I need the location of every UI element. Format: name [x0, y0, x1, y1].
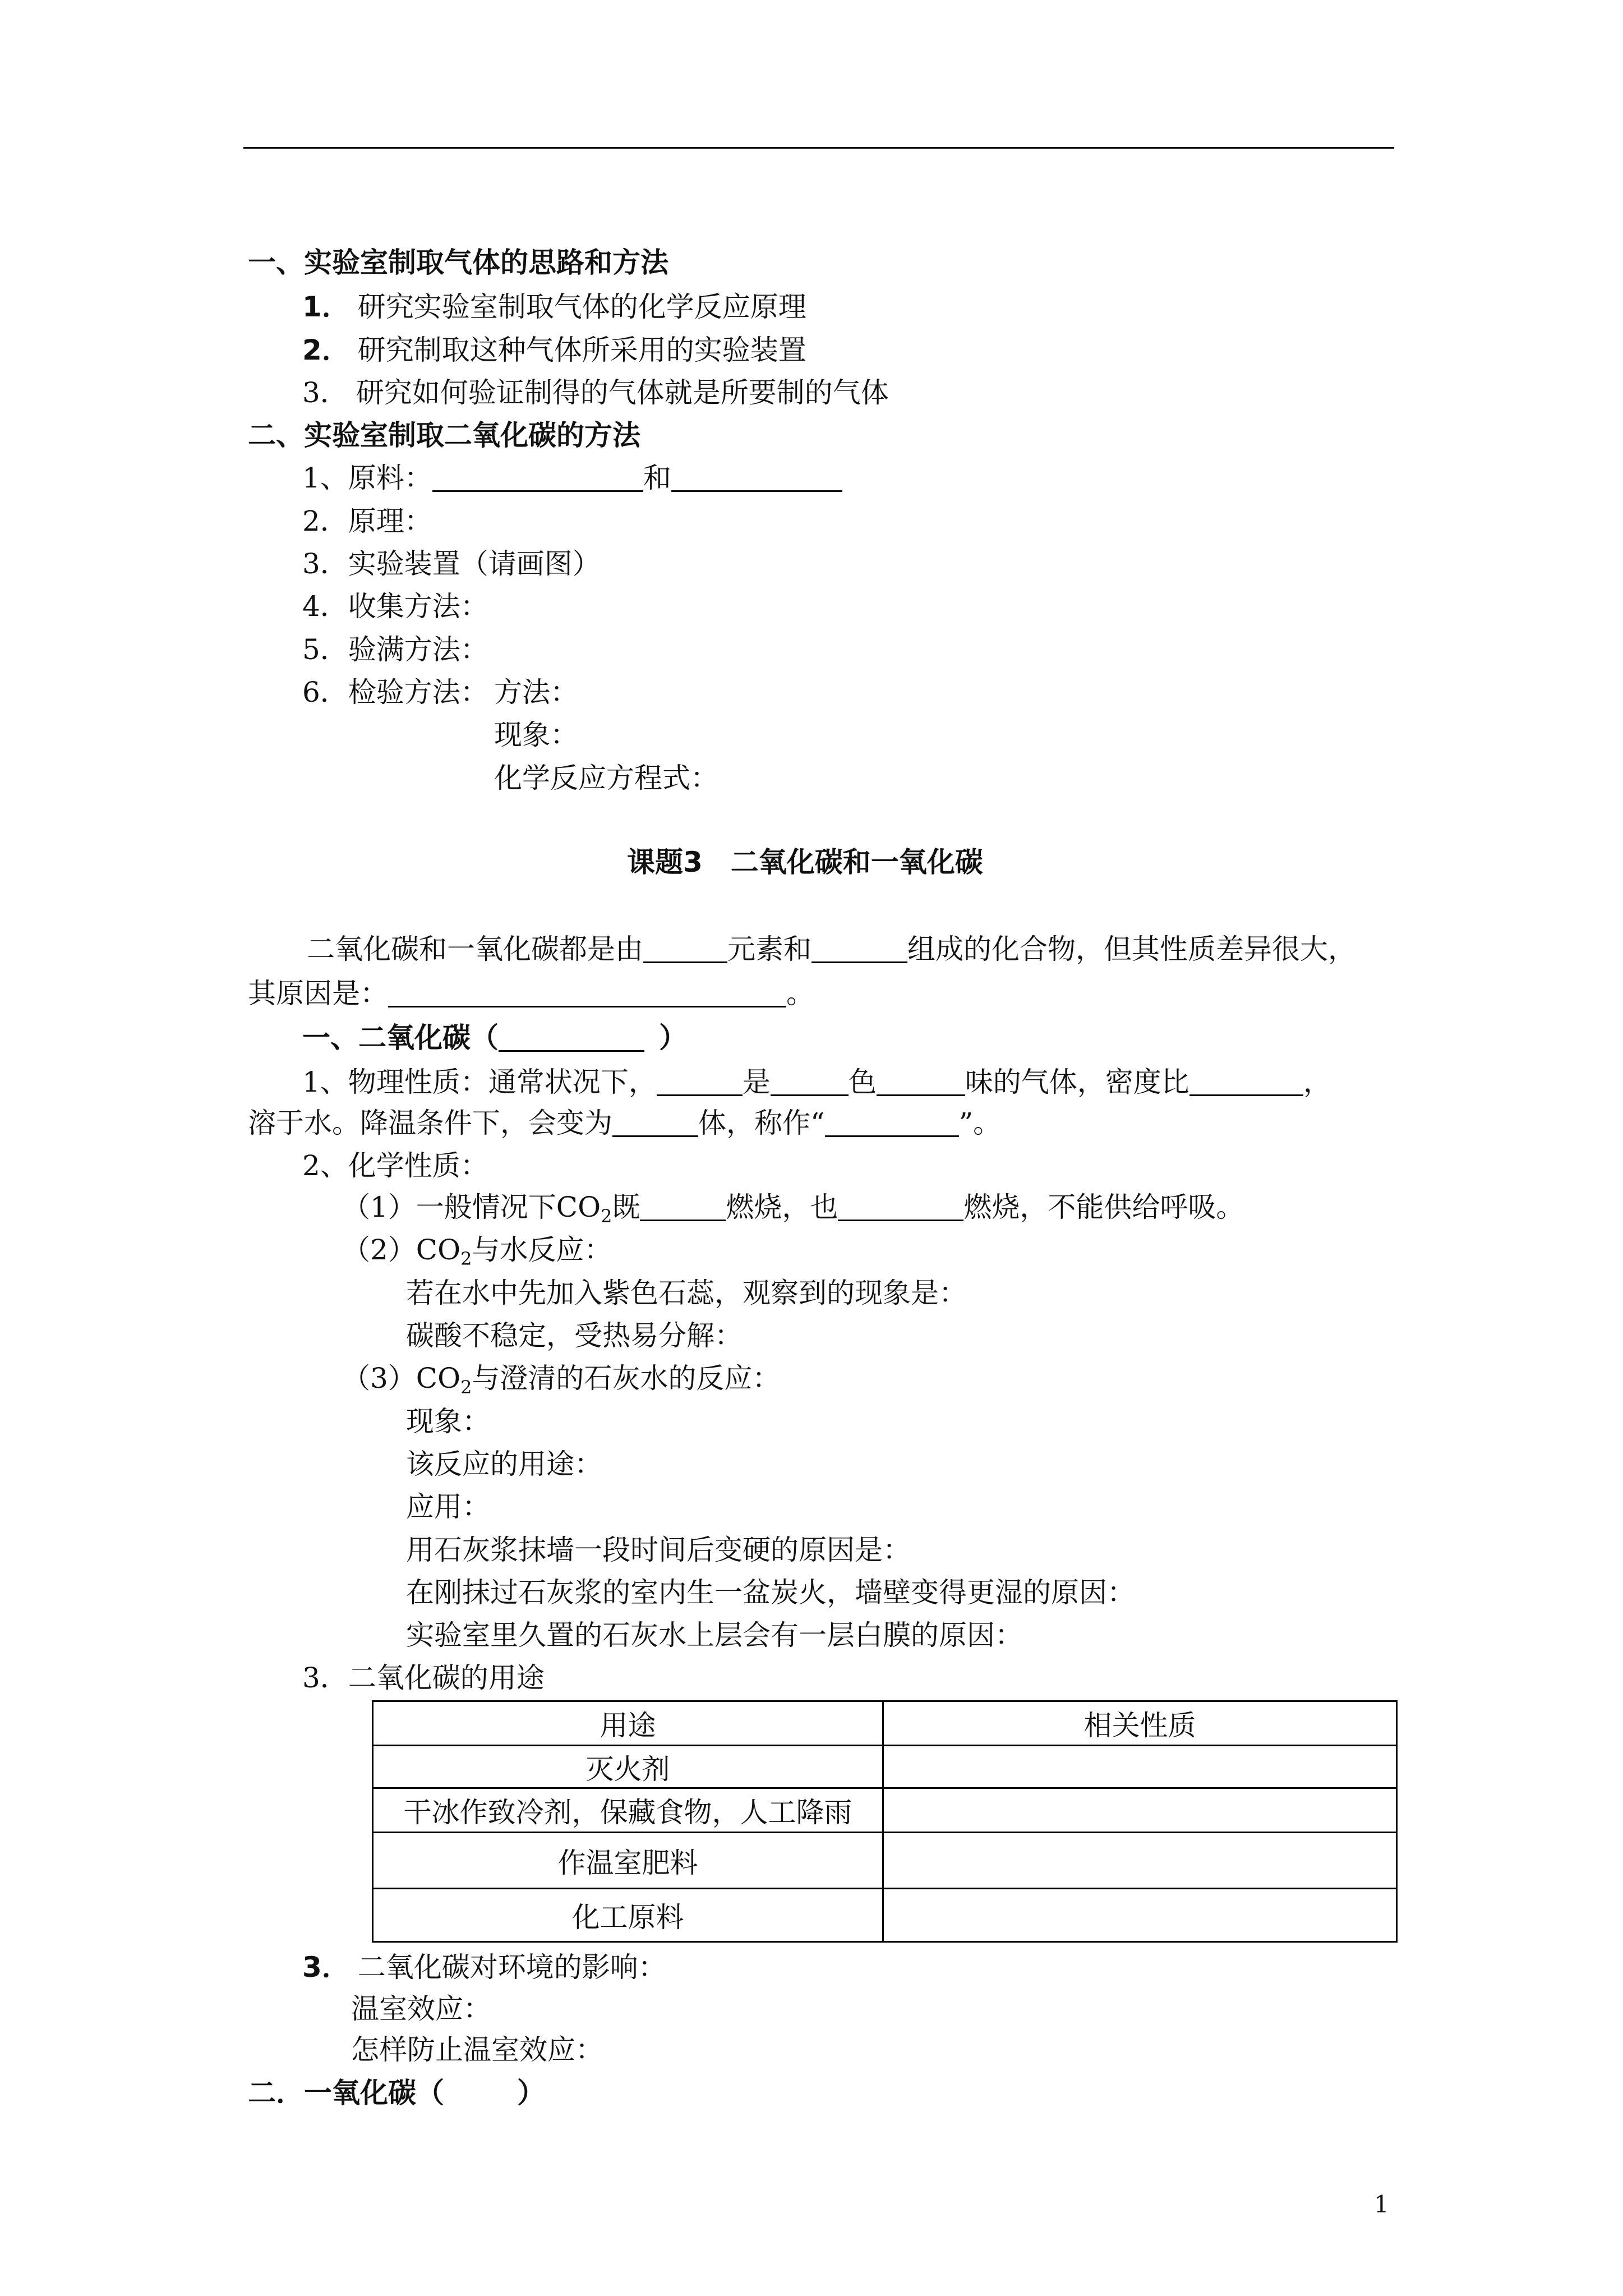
section1-item-2 [302, 334, 806, 366]
physical-text: 1、物理性质：通常状况下， [302, 1066, 657, 1098]
blank [657, 1072, 743, 1096]
physical-text: 味的气体，密度比 [965, 1066, 1189, 1098]
table-cell-use: 灭火剂 [373, 1746, 883, 1788]
table-cell-use: 作温室肥料 [373, 1833, 883, 1889]
chemical-text: （3）CO [342, 1362, 461, 1395]
table-header-cell: 用途 [373, 1701, 883, 1746]
table-row [373, 1833, 1397, 1889]
item-text: 研究如何验证制得的气体就是所要制的气体 [356, 376, 889, 409]
chemical-text: 既 [612, 1191, 640, 1223]
intro-text: 组成的化合物，但其性质差异很大， [907, 933, 1356, 965]
co-heading [248, 2077, 545, 2109]
lesson-title-text: 二氧化碳和一氧化碳 [730, 846, 983, 878]
table-cell-use: 干冰作致冷剂，保藏食物，人工降雨 [373, 1788, 883, 1833]
chemical-text: （2）CO [342, 1234, 461, 1266]
materials-line [302, 462, 842, 494]
co2-uses-table [372, 1700, 1398, 1943]
section1-item-3 [302, 377, 889, 408]
environment-heading [302, 1952, 666, 1983]
item-number: 2． [302, 334, 350, 366]
blank [838, 1197, 963, 1221]
blank [1189, 1072, 1303, 1096]
header-rule [243, 147, 1394, 149]
chemical-heading: 2、化学性质： [302, 1149, 488, 1182]
physical-text: 色 [848, 1066, 877, 1098]
item-number: 1． [302, 291, 350, 323]
item-text: 研究制取这种气体所采用的实验装置 [357, 334, 806, 366]
blank [643, 939, 727, 963]
limewater-question: 应用： [406, 1490, 490, 1523]
blank [612, 1113, 698, 1137]
test-phenomenon: 现象： [494, 719, 578, 751]
environment-text: 二氧化碳对环境的影响： [357, 1951, 666, 1984]
table-cell-use: 化工原料 [373, 1889, 883, 1942]
blank [825, 1113, 959, 1137]
physical-line-2 [248, 1107, 1001, 1139]
collection-line: 4．收集方法： [302, 590, 488, 623]
table-cell-property [883, 1788, 1397, 1833]
principle-line: 2．原理： [302, 505, 432, 537]
chemical-text: （1）一般情况下CO [342, 1191, 601, 1223]
lesson-number: 课题3 [627, 846, 703, 878]
physical-text: 体，称作“ [698, 1107, 825, 1139]
limewater-question: 用石灰浆抹墙一段时间后变硬的原因是： [406, 1534, 911, 1566]
test-line [302, 677, 578, 708]
physical-line-1 [302, 1066, 1331, 1098]
greenhouse-question: 温室效应： [351, 1993, 491, 2025]
co2-heading-text: ） [659, 1022, 687, 1054]
item-number: 3． [302, 1951, 350, 1984]
table-cell-property [883, 1833, 1397, 1889]
physical-text: 是 [742, 1066, 771, 1098]
physical-text: ”。 [958, 1107, 1002, 1139]
limewater-question: 在刚抹过石灰浆的室内生一盆炭火，墙壁变得更湿的原因： [406, 1576, 1135, 1609]
item-number: 3． [302, 376, 348, 409]
intro-text: 元素和 [727, 933, 811, 965]
subscript: 2 [601, 1205, 612, 1227]
chemical-item-2 [342, 1234, 612, 1269]
limewater-question: 该反应的用途： [406, 1448, 602, 1480]
blank [388, 983, 786, 1007]
greenhouse-prevention-question: 怎样防止温室效应： [351, 2033, 603, 2066]
apparatus-line: 3．实验装置（请画图） [302, 547, 601, 580]
blank [499, 1028, 644, 1052]
section2-heading: 二、实验室制取二氧化碳的方法 [248, 419, 640, 452]
subscript: 2 [460, 1248, 472, 1269]
intro-line-2 [248, 978, 814, 1009]
co2-heading-text: 一、二氧化碳（ [302, 1022, 499, 1054]
uses-heading: 3．二氧化碳的用途 [302, 1662, 545, 1694]
litmus-question: 若在水中先加入紫色石蕊，观察到的现象是： [406, 1277, 967, 1309]
table-row [373, 1889, 1397, 1942]
co-heading-text: 二．一氧化碳（ [248, 2077, 444, 2109]
chemical-text: 燃烧，不能供给呼吸。 [963, 1191, 1244, 1223]
intro-text: 二氧化碳和一氧化碳都是由 [307, 933, 643, 965]
table-row [373, 1746, 1397, 1788]
table-header-row [373, 1701, 1397, 1746]
blank [640, 1197, 726, 1221]
table-header-cell: 相关性质 [883, 1701, 1397, 1746]
chemical-text: 与澄清的石灰水的反应： [472, 1362, 781, 1395]
intro-text: 其原因是： [248, 977, 388, 1010]
chemical-text: 燃烧，也 [726, 1191, 838, 1223]
subscript: 2 [460, 1377, 472, 1398]
intro-text: 。 [786, 977, 814, 1010]
chemical-item-1 [342, 1191, 1244, 1227]
co2-heading [302, 1022, 687, 1053]
co-heading-text: ） [517, 2077, 545, 2109]
test-label: 6．检验方法： [302, 676, 488, 708]
blank [671, 468, 842, 492]
limewater-question: 现象： [406, 1405, 490, 1438]
test-equation: 化学反应方程式： [494, 762, 718, 794]
intro-line-1 [307, 933, 1356, 965]
section1-item-1 [302, 291, 806, 323]
blank [811, 939, 907, 963]
chemical-item-3 [342, 1362, 781, 1398]
item-text: 研究实验室制取气体的化学反应原理 [357, 291, 806, 323]
blank [771, 1072, 849, 1096]
lesson-title [627, 846, 983, 878]
full-check-line: 5．验满方法： [302, 633, 488, 666]
chemical-text: 与水反应： [472, 1234, 612, 1266]
materials-and: 和 [643, 462, 671, 494]
carbonic-acid-question: 碳酸不稳定，受热易分解： [406, 1319, 743, 1352]
table-cell-property [883, 1746, 1397, 1788]
materials-label: 1、原料： [302, 462, 432, 494]
limewater-question: 实验室里久置的石灰水上层会有一层白膜的原因： [406, 1619, 1023, 1651]
table-cell-property [883, 1889, 1397, 1942]
table-row [373, 1788, 1397, 1833]
test-method: 方法： [494, 676, 578, 708]
blank [432, 468, 643, 492]
blank [877, 1072, 965, 1096]
physical-text: 溶于水。降温条件下，会变为 [248, 1107, 612, 1139]
section1-heading: 一、实验室制取气体的思路和方法 [248, 246, 668, 279]
page-number: 1 [1374, 2191, 1389, 2218]
physical-text: ， [1303, 1066, 1331, 1098]
